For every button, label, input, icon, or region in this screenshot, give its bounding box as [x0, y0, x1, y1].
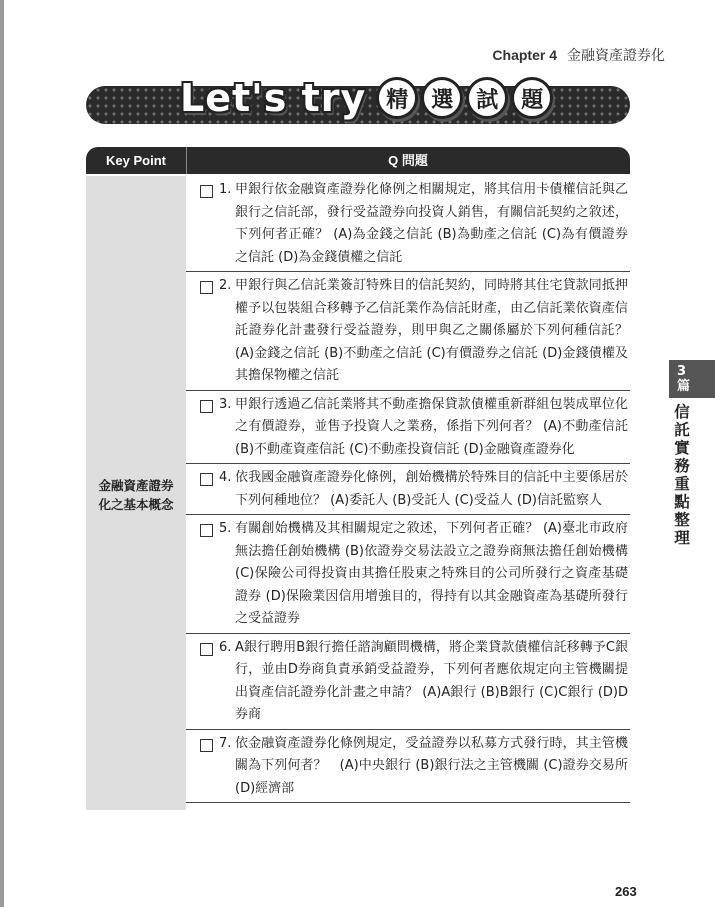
question-text: 有關創始機構及其相關規定之敘述，下列何者正確？ (A)臺北市政府無法擔任創始機構 (B)依證券交易法設立之證券商無法擔任創始機構 (C)保險公司得投資由其擔任股東之特殊目的公司所發行之資產基礎證券 (D)保險業因信用增強目的，得持有以其金融資產為基礎所發行之受益證券	[235, 521, 628, 626]
question-checkbox[interactable]	[200, 739, 213, 752]
question-number: 7.	[219, 735, 232, 751]
question-number: 1.	[219, 182, 232, 197]
question-number: 2.	[219, 278, 232, 293]
question-item-7	[186, 730, 630, 804]
question-item-6	[186, 634, 630, 730]
question-item-2	[186, 272, 630, 391]
question-checkbox[interactable]	[200, 524, 213, 537]
question-checkbox[interactable]	[200, 281, 213, 294]
question-checkbox[interactable]	[200, 185, 213, 198]
lets-try-text: Let's try	[180, 76, 367, 120]
question-text: 甲銀行透過乙信託業將其不動產擔保貸款債權重新群組包裝成單位化之有價證券，並售予投資人之業務，係指下列何者？ (A)不動產信託 (B)不動產資產信託 (C)不動產投資信託 (D)金融資產證券化	[235, 396, 628, 457]
question-checkbox[interactable]	[200, 400, 213, 413]
question-checkbox[interactable]	[200, 643, 213, 656]
question-text: A銀行聘用B銀行擔任諮詢顧問機構，將企業貸款債權信託移轉予C銀行，並由D券商負責承銷受益證券，下列何者應依規定向主管機關提出資產信託證券化計畫之申請？ (A)A銀行 (B)B銀行 (C)C銀行 (D)D券商	[235, 639, 628, 722]
question-number: 4.	[219, 470, 232, 485]
table-header	[86, 147, 630, 174]
question-text: 甲銀行依金融資產證券化條例之相關規定，將其信用卡債權信託與乙銀行之信託部，發行受益證券向投資人銷售，有關信託契約之敘述，下列何者正確？ (A)為金錢之信託 (B)為動產之信託 (C)為有價證券之信託 (D)為金錢債權之信託	[235, 182, 628, 265]
key-point-header: Key Point	[106, 153, 166, 168]
page-edge-bar	[0, 0, 4, 907]
question-item-4	[186, 464, 630, 515]
question-header: Q 問題	[388, 153, 428, 168]
banner-char-circle: 選	[421, 77, 463, 119]
part-number: 3	[677, 364, 687, 379]
chapter-header	[492, 45, 665, 65]
banner-title	[180, 73, 556, 123]
part-label: 篇	[677, 379, 691, 394]
question-checkbox[interactable]	[200, 473, 213, 486]
key-point-text: 金融資產證券 化之基本概念	[98, 478, 174, 512]
key-point-column	[86, 176, 186, 810]
question-item-5	[186, 515, 630, 634]
page-number: 263	[615, 884, 637, 899]
part-side-tab	[669, 360, 715, 398]
question-number: 3.	[219, 396, 232, 412]
banner-circle-group	[376, 77, 556, 119]
banner-char-circle: 試	[466, 77, 508, 119]
question-text: 甲銀行與乙信託業簽訂特殊目的信託契約，同時將其住宅貸款同抵押權予以包裝組合移轉予乙信託業作為信託財產，由乙信託業依資產信託證券化計畫發行受益證券，則甲與乙之關係屬於下列何種信託？ (A)金錢之信託 (B)不動產之信託 (C)有價證券之信託 (D)金錢債權及其擔保物權之信託	[235, 278, 628, 383]
chapter-title: 金融資產證券化	[567, 47, 665, 63]
part-number-badge	[669, 360, 715, 398]
question-number: 5.	[219, 521, 232, 536]
question-text: 依我國金融資產證券化條例，創始機構於特殊目的信託中主要係居於下列何種地位？ (A)委託人 (B)受託人 (C)受益人 (D)信託監察人	[235, 470, 628, 508]
part-title: 信託實務重點整理	[674, 403, 690, 547]
question-text: 依金融資產證券化條例規定，受益證券以私募方式發行時，其主管機關為下列何者？ (A)中央銀行 (B)銀行法之主管機關 (C)證券交易所 (D)經濟部	[235, 735, 628, 796]
question-item-1	[186, 176, 630, 272]
banner-char-circle: 題	[511, 77, 553, 119]
chapter-label: Chapter 4	[492, 47, 557, 63]
banner-char-circle: 精	[376, 77, 418, 119]
question-number: 6.	[219, 639, 232, 655]
question-list	[186, 176, 630, 803]
question-item-3	[186, 391, 630, 465]
